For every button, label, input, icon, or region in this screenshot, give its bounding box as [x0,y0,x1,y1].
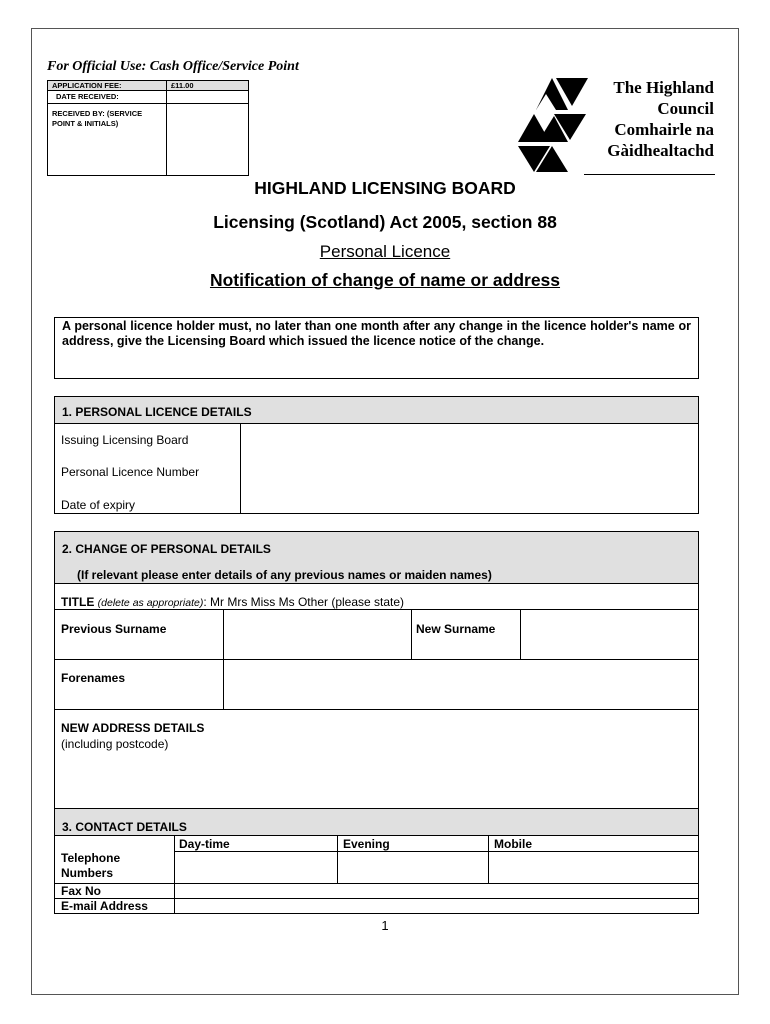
evening-phone-input[interactable] [338,852,488,883]
logo-line-4: Gàidhealtachd [607,141,714,160]
date-received-field[interactable] [167,91,248,103]
daytime-phone-input[interactable] [175,852,337,883]
new-surname-input[interactable] [521,610,698,659]
mobile-label: Mobile [494,837,532,851]
new-address-label: NEW ADDRESS DETAILS [61,721,205,735]
title-options: : Mr Mrs Miss Ms Other (please state) [203,595,405,609]
section-1 [54,396,699,514]
section-1-heading: 1. PERSONAL LICENCE DETAILS [55,397,698,424]
mobile-phone-input[interactable] [489,852,698,883]
email-input[interactable] [175,899,698,913]
logo-line-3: Comhairle na [614,120,714,139]
notice-box: A personal licence holder must, no later than one month after any change in the licence holder's name or address, give the Licensing Board which issued the licence notice of the change. [54,317,699,379]
issuing-board-label: Issuing Licensing Board [61,433,189,447]
act-title: Licensing (Scotland) Act 2005, section 88 [213,212,557,232]
section-2-heading-area [55,532,698,584]
section-3 [54,808,699,914]
logo-text [578,77,714,161]
official-use-table [47,80,249,176]
fax-label: Fax No [61,884,102,898]
previous-surname-input[interactable] [224,610,411,659]
date-received-label: DATE RECEIVED: [56,92,119,101]
logo-underline [584,174,715,175]
section-2 [54,531,699,809]
page-number: 1 [381,918,389,933]
email-label: E-mail Address [61,899,148,913]
new-address-input[interactable] [55,710,698,808]
evening-label: Evening [343,837,390,851]
received-by-label: RECEIVED BY: (SERVICE POINT & INITIALS) [52,109,143,128]
official-use-heading: For Official Use: Cash Office/Service Point [47,59,299,74]
forenames-input[interactable] [224,660,698,709]
section-2-heading: 2. CHANGE OF PERSONAL DETAILS [62,542,271,556]
fee-value: £11.00 [167,81,248,90]
section-2-subheading: (If relevant please enter details of any previous names or maiden names) [77,568,492,582]
new-surname-label: New Surname [416,622,496,636]
expiry-label: Date of expiry [61,498,136,512]
postcode-note: (including postcode) [61,737,169,751]
section-3-heading: 3. CONTACT DETAILS [55,809,698,836]
board-title: HIGHLAND LICENSING BOARD [254,178,516,198]
title-label: TITLE [61,595,95,609]
logo-line-2: Council [657,99,714,118]
forenames-label: Forenames [61,671,126,685]
licence-number-label: Personal Licence Number [61,465,200,479]
logo-line-1: The Highland [613,78,714,97]
notification-title: Notification of change of name or address [209,270,561,290]
title-note: (delete as appropriate) [97,597,204,609]
licence-details-input[interactable] [241,425,698,513]
title-row[interactable] [61,595,404,609]
telephone-label: Telephone Numbers [61,851,121,880]
fee-label: APPLICATION FEE: [48,81,166,90]
licence-title: Personal Licence [319,242,451,261]
received-by-field[interactable] [167,104,248,175]
fax-input[interactable] [175,884,698,898]
previous-surname-label: Previous Surname [61,622,167,636]
daytime-label: Day-time [179,837,230,851]
